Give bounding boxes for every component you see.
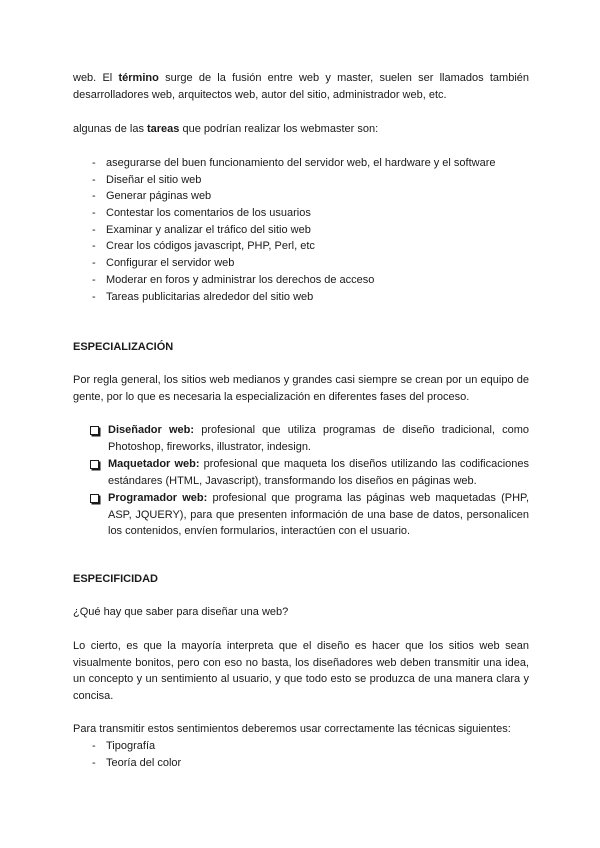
list-item-maquetador bbox=[73, 456, 529, 489]
list-item-text: Moderar en foros y administrar los derechos de acceso bbox=[106, 273, 375, 286]
list-item bbox=[73, 205, 529, 222]
dash-bullet: - bbox=[92, 756, 96, 769]
list-item bbox=[73, 155, 529, 172]
role-title: Diseñador web: bbox=[108, 424, 195, 436]
list-item bbox=[73, 272, 529, 289]
techniques-lead: Para transmitir estos sentimientos deberemos usar correctamente las técnicas siguientes: bbox=[73, 723, 511, 735]
list-item bbox=[73, 255, 529, 272]
dash-bullet: - bbox=[92, 240, 96, 253]
list-item bbox=[73, 289, 529, 306]
intro-paragraph bbox=[73, 70, 529, 103]
list-item-text: Tipografía bbox=[106, 740, 156, 752]
checkbox-bullet-icon bbox=[90, 460, 99, 469]
list-item bbox=[73, 755, 529, 772]
tasks-lead-start: algunas de las bbox=[73, 123, 147, 135]
list-item-text: Teoría del color bbox=[106, 756, 182, 769]
role-description: profesional que utiliza programas de diseño tradicional, como Photoshop, fireworks, illustrator, indesign. bbox=[108, 424, 530, 453]
tasks-lead bbox=[73, 121, 529, 138]
list-item bbox=[73, 188, 529, 205]
dash-bullet: - bbox=[92, 207, 96, 220]
especializacion-paragraph: Por regla general, los sitios web medianos y grandes casi siempre se crean por un equipo de gente, por lo que es necesaria la especialización en diferentes fases del proceso. bbox=[73, 374, 529, 403]
list-item-disenador bbox=[73, 422, 529, 455]
list-item bbox=[73, 222, 529, 239]
dash-bullet: - bbox=[92, 257, 96, 270]
role-description: profesional que programa las páginas web maquetadas (PHP, ASP, JQUERY), para que presenten información de una base de datos, personalicen los contenidos, envíen formularios, interactúen con el usuario. bbox=[108, 492, 530, 537]
intro-bold-term: término bbox=[118, 72, 159, 84]
dash-bullet: - bbox=[92, 290, 96, 303]
intro-text-start: web. El bbox=[73, 72, 119, 84]
list-item-programador bbox=[73, 490, 529, 540]
tasks-lead-end: que podrían realizar los webmaster son: bbox=[179, 123, 379, 135]
especificidad-paragraph: Lo cierto, es que la mayoría interpreta que el diseño es hacer que los sitios web sean visualmente bonitos, pero con eso no basta, los diseñadores web deben transmitir una idea, un concepto y un sentimiento al usuario, y que todo esto se produzca de una manera clara y concisa. bbox=[73, 640, 529, 702]
tasks-list bbox=[73, 155, 529, 305]
role-title: Programador web: bbox=[108, 492, 208, 504]
dash-bullet: - bbox=[92, 157, 96, 169]
list-item-text: Configurar el servidor web bbox=[106, 257, 235, 270]
checkbox-bullet-icon bbox=[90, 426, 99, 435]
section-heading-especializacion: ESPECIALIZACIÓN bbox=[73, 341, 174, 353]
list-item-text: Generar páginas web bbox=[106, 190, 212, 203]
section-heading-especificidad: ESPECIFICIDAD bbox=[73, 573, 158, 585]
roles-list bbox=[73, 422, 529, 540]
list-item bbox=[73, 238, 529, 255]
role-description: profesional que maqueta los diseños utilizando las codificaciones estándares (HTML, Javascript), transformando los diseños en páginas web. bbox=[108, 458, 530, 487]
role-title: Maquetador web: bbox=[108, 458, 200, 470]
dash-bullet: - bbox=[92, 273, 96, 286]
dash-bullet: - bbox=[92, 173, 96, 186]
dash-bullet: - bbox=[92, 223, 96, 236]
list-item bbox=[73, 172, 529, 189]
checkbox-bullet-icon bbox=[90, 494, 99, 503]
especificidad-question: ¿Qué hay que saber para diseñar una web? bbox=[73, 606, 289, 618]
tasks-lead-bold: tareas bbox=[147, 123, 180, 135]
dash-bullet: - bbox=[92, 190, 96, 203]
list-item-text: Crear los códigos javascript, PHP, Perl, etc bbox=[106, 240, 315, 253]
list-item-text: Contestar los comentarios de los usuarios bbox=[106, 207, 311, 220]
list-item bbox=[73, 738, 529, 755]
list-item-text: asegurarse del buen funcionamiento del servidor web, el hardware y el software bbox=[106, 157, 496, 169]
dash-bullet: - bbox=[92, 740, 96, 752]
list-item-text: Diseñar el sitio web bbox=[106, 173, 202, 186]
techniques-list bbox=[73, 738, 529, 771]
intro-text-end: surge de la fusión entre web y master, suelen ser llamados también desarrolladores web, arquitectos web, autor del sitio, administrador web, etc. bbox=[73, 72, 529, 101]
list-item-text: Tareas publicitarias alrededor del sitio web bbox=[106, 290, 314, 303]
list-item-text: Examinar y analizar el tráfico del sitio web bbox=[106, 223, 311, 236]
